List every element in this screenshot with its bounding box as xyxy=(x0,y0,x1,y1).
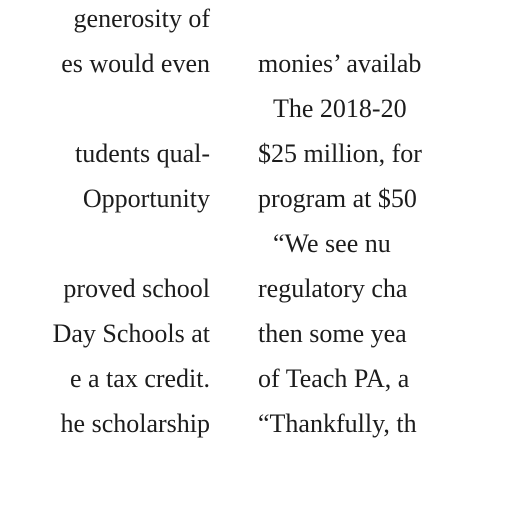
left-line-8: he scholarship xyxy=(60,409,210,438)
right-line-1: monies’ availab xyxy=(258,49,422,78)
left-line-2: es would even xyxy=(61,49,210,78)
right-line-8: of Teach PA, a xyxy=(258,364,410,393)
left-line-5: proved school xyxy=(63,274,210,303)
left-line-6: Day Schools at xyxy=(52,319,210,348)
right-line-2: The 2018-20 xyxy=(273,94,407,123)
right-line-5: “We see nu xyxy=(273,229,391,258)
right-line-7: then some yea xyxy=(258,319,407,348)
right-line-9: “Thankfully, th xyxy=(258,409,417,438)
right-line-4: program at $50 xyxy=(258,184,417,213)
left-line-7: e a tax credit. xyxy=(69,364,210,393)
left-line-4: Opportunity xyxy=(82,184,210,213)
left-line-3: tudents qual- xyxy=(74,139,210,168)
right-line-6: regulatory cha xyxy=(258,274,408,303)
left-line-1: generosity of xyxy=(73,4,210,33)
right-line-3: $25 million, for xyxy=(258,139,422,168)
